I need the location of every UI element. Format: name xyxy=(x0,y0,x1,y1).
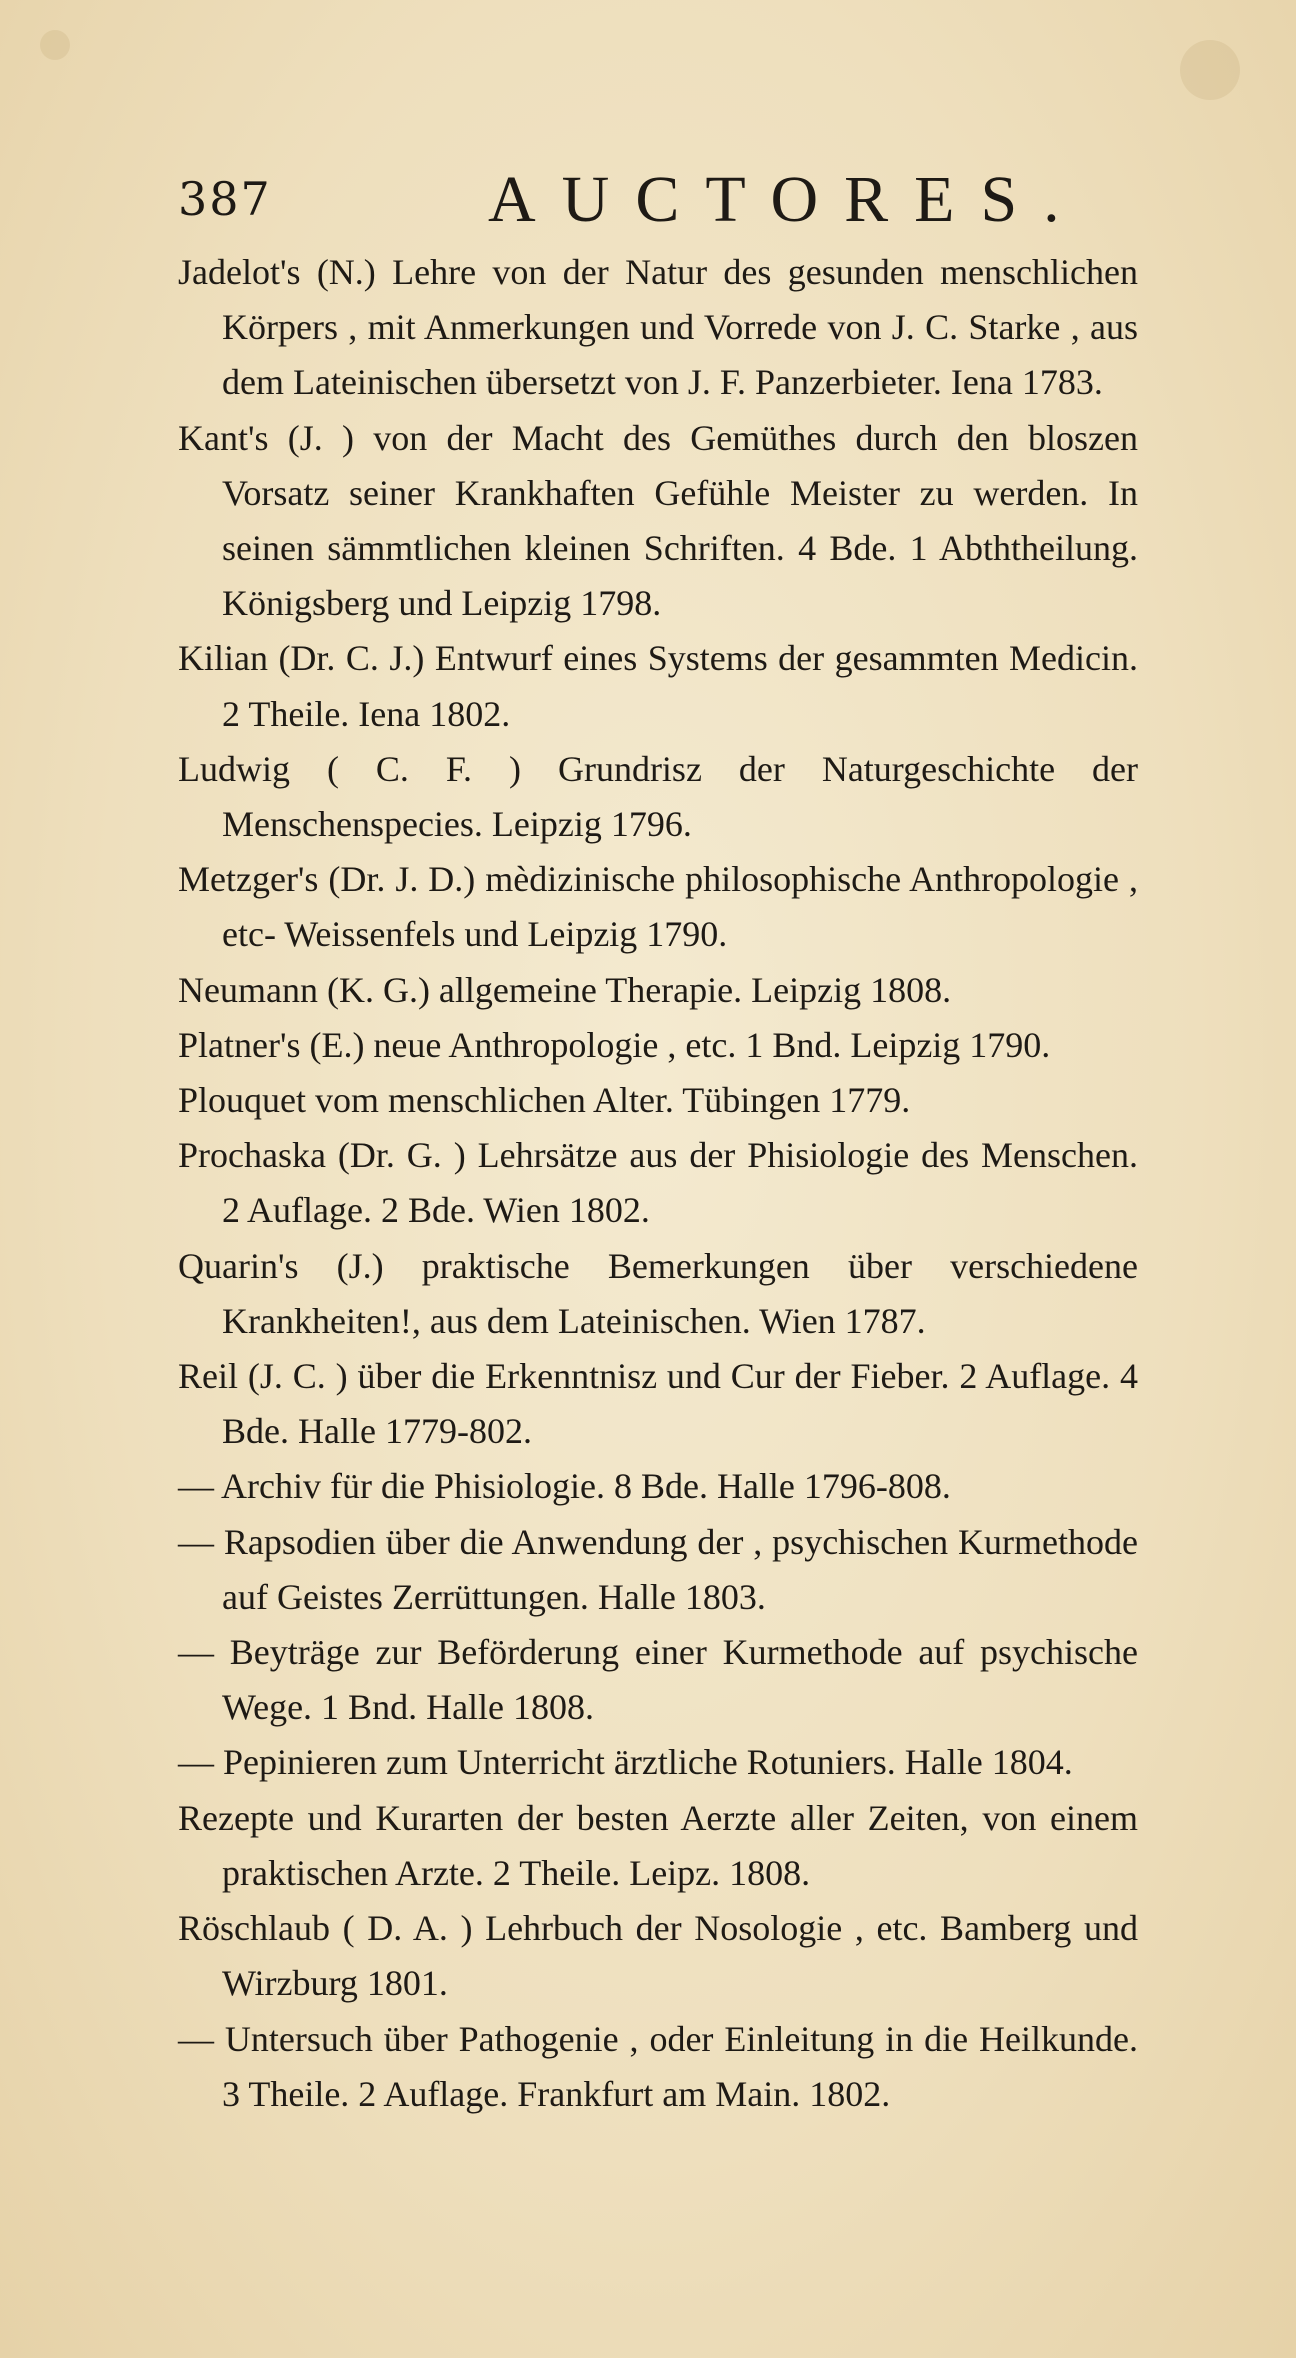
bibliography-entry: Röschlaub ( D. A. ) Lehrbuch der Nosologie , etc. Bamberg und Wirzburg 1801. xyxy=(178,1908,1138,2004)
paper-stain xyxy=(40,30,70,60)
bibliography-entry: — Beyträge zur Beförderung einer Kurmethode auf psychische Wege. 1 Bnd. Halle 1808. xyxy=(178,1632,1138,1728)
bibliography-entry: Jadelot's (N.) Lehre von der Natur des gesunden menschlichen Körpers , mit Anmerkungen und Vorrede von J. C. Starke , aus dem Lateinischen übersetzt von J. F. Panzerbieter. Iena 1783. xyxy=(178,252,1138,403)
bibliography-list xyxy=(178,245,1138,2122)
bibliography-entry: Prochaska (Dr. G. ) Lehrsätze aus der Phisiologie des Menschen. 2 Auflage. 2 Bde. Wien 1802. xyxy=(178,1135,1138,1231)
bibliography-entry: Ludwig ( C. F. ) Grundrisz der Naturgeschichte der Menschenspecies. Leipzig 1796. xyxy=(178,748,1138,845)
bibliography-entry: Reil (J. C. ) über die Erkenntnisz und Cur der Fieber. 2 Auflage. 4 Bde. Halle 1779-802. xyxy=(178,1356,1138,1452)
bibliography-entry: Kant's (J. ) von der Macht des Gemüthes durch den bloszen Vorsatz seiner Krankhaften Gefühle Meister zu werden. In seinen sämmtlichen kleinen Schriften. 4 Bde. 1 Abththeilung. Königsberg und Leipzig 1798. xyxy=(178,417,1138,624)
bibliography-entry: Metzger's (Dr. J. D.) mèdizinische philosophische Anthropologie , etc- Weissenfels und Leipzig 1790. xyxy=(178,859,1138,955)
page-number: 387 xyxy=(178,172,272,226)
bibliography-entry: Plouquet vom menschlichen Alter. Tübingen 1779. xyxy=(178,1080,911,1121)
paper-stain xyxy=(1180,40,1240,100)
bibliography-entry: — Archiv für die Phisiologie. 8 Bde. Halle 1796-808. xyxy=(178,1466,951,1507)
bibliography-entry: Rezepte und Kurarten der besten Aerzte aller Zeiten, von einem praktischen Arzte. 2 Theile. Leipz. 1808. xyxy=(178,1797,1138,1893)
page-header xyxy=(178,162,1178,236)
bibliography-entry: Platner's (E.) neue Anthropologie , etc. 1 Bnd. Leipzig 1790. xyxy=(178,1024,1051,1065)
bibliography-entry: Neumann (K. G.) allgemeine Therapie. Leipzig 1808. xyxy=(178,969,952,1010)
bibliography-entry: — Pepinieren zum Unterricht ärztliche Rotuniers. Halle 1804. xyxy=(178,1742,1073,1783)
bibliography-entry: — Untersuch über Pathogenie , oder Einleitung in die Heilkunde. 3 Theile. 2 Auflage. Frankfurt am Main. 1802. xyxy=(178,2018,1138,2114)
bibliography-entry: Kilian (Dr. C. J.) Entwurf eines Systems der gesammten Medicin. 2 Theile. Iena 1802. xyxy=(178,638,1138,734)
bibliography-entry: — Rapsodien über die Anwendung der , psychischen Kurmethode auf Geistes Zerrüttungen. Halle 1803. xyxy=(178,1521,1138,1617)
running-title: AUCTORES. xyxy=(488,163,1086,236)
bibliography-entry: Quarin's (J.) praktische Bemerkungen über verschiedene Krankheiten!, aus dem Lateinischen. Wien 1787. xyxy=(178,1245,1138,1341)
